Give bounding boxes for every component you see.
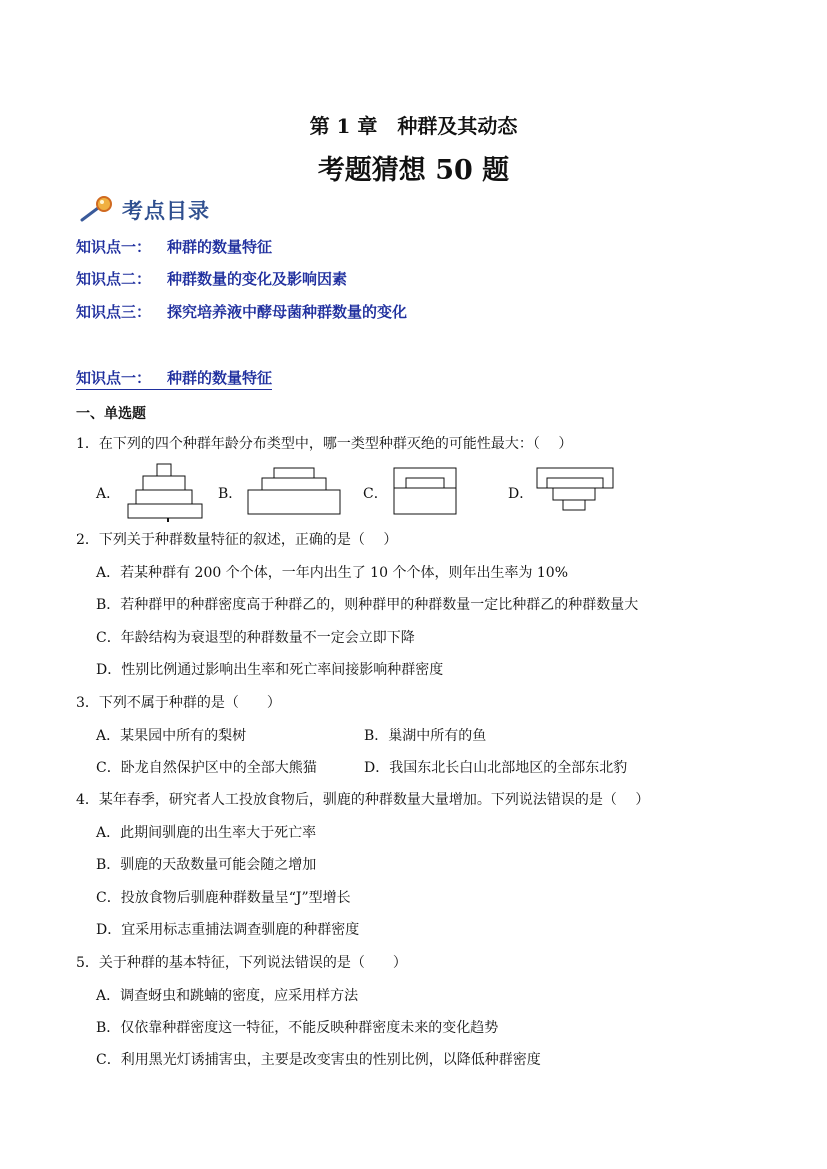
- question-5-stem: 5．关于种群的基本特征，下列说法错误的是（ ）: [76, 955, 407, 971]
- question-2-option-d[interactable]: D．性别比例通过影响出生率和死亡率间接影响种群密度: [96, 662, 444, 678]
- section-text: 种群的数量特征: [167, 369, 273, 387]
- age-pyramid-c: [392, 466, 460, 518]
- toc-item-1[interactable]: [76, 236, 272, 257]
- toc-item-label: 知识点一：: [76, 238, 152, 256]
- question-4-option-b[interactable]: B．驯鹿的天敌数量可能会随之增加: [96, 857, 317, 873]
- question-1-stem: 1．在下列的四个种群年龄分布类型中，哪一类型种群灭绝的可能性最大：（ ）: [76, 436, 573, 452]
- question-4-stem: 4．某年春季，研究者人工投放食物后，驯鹿的种群数量大量增加。下列说法错误的是（ ）: [76, 792, 650, 808]
- question-type: 一、单选题: [76, 406, 146, 422]
- option-b-label[interactable]: B．: [218, 486, 243, 502]
- question-5-option-b[interactable]: B．仅依靠种群密度这一特征，不能反映种群密度未来的变化趋势: [96, 1020, 499, 1036]
- toc-item-text: 种群的数量特征: [167, 238, 273, 256]
- question-3-option-d[interactable]: D．我国东北长白山北部地区的全部东北豹: [364, 760, 628, 776]
- question-4-option-a[interactable]: A．此期间驯鹿的出生率大于死亡率: [96, 825, 317, 841]
- toc-item-label: 知识点三：: [76, 303, 152, 321]
- question-3-stem: 3．下列不属于种群的是（ ）: [76, 695, 281, 711]
- question-4-option-d[interactable]: D．宜采用标志重捕法调查驯鹿的种群密度: [96, 922, 360, 938]
- toc-title: 考点目录: [122, 199, 210, 223]
- question-2-option-a[interactable]: A．若某种群有 200 个个体，一年内出生了 10 个个体，则年出生率为 10%: [96, 565, 569, 581]
- question-2-stem: 2．下列关于种群数量特征的叙述，正确的是（ ）: [76, 532, 398, 548]
- toc-item-2[interactable]: [76, 268, 347, 289]
- question-4-option-c[interactable]: C．投放食物后驯鹿种群数量呈“J”型增长: [96, 890, 351, 906]
- section-label: 知识点一：: [76, 369, 152, 387]
- option-c-label[interactable]: C．: [363, 486, 388, 502]
- option-a-label[interactable]: A．: [96, 486, 121, 502]
- question-3-option-b[interactable]: B．巢湖中所有的鱼: [364, 728, 487, 744]
- section-heading: [76, 367, 272, 388]
- magnifier-icon: [78, 194, 118, 224]
- question-5-option-a[interactable]: A．调查蚜虫和跳蝻的密度，应采用样方法: [96, 988, 359, 1004]
- question-5-option-c[interactable]: C．利用黑光灯诱捕害虫，主要是改变害虫的性别比例，以降低种群密度: [96, 1052, 541, 1068]
- age-pyramid-b: [246, 466, 342, 518]
- toc-item-text: 种群数量的变化及影响因素: [167, 270, 348, 288]
- question-3-option-c[interactable]: C．卧龙自然保护区中的全部大熊猫: [96, 760, 317, 776]
- toc-item-3[interactable]: [76, 301, 407, 322]
- question-2-option-c[interactable]: C．年龄结构为衰退型的种群数量不一定会立即下降: [96, 630, 415, 646]
- question-3-option-a[interactable]: A．某果园中所有的梨树: [96, 728, 247, 744]
- page-subtitle: 考题猜想 50 题: [317, 155, 510, 186]
- age-pyramid-a: [126, 462, 206, 524]
- chapter-title: 第 1 章 种群及其动态: [309, 114, 518, 138]
- question-2-option-b[interactable]: B．若种群甲的种群密度高于种群乙的，则种群甲的种群数量一定比种群乙的种群数量大: [96, 597, 639, 613]
- option-d-label[interactable]: D．: [508, 486, 534, 502]
- toc-item-text: 探究培养液中酵母菌种群数量的变化: [167, 303, 408, 321]
- toc-item-label: 知识点二：: [76, 270, 152, 288]
- age-pyramid-d: [535, 466, 617, 514]
